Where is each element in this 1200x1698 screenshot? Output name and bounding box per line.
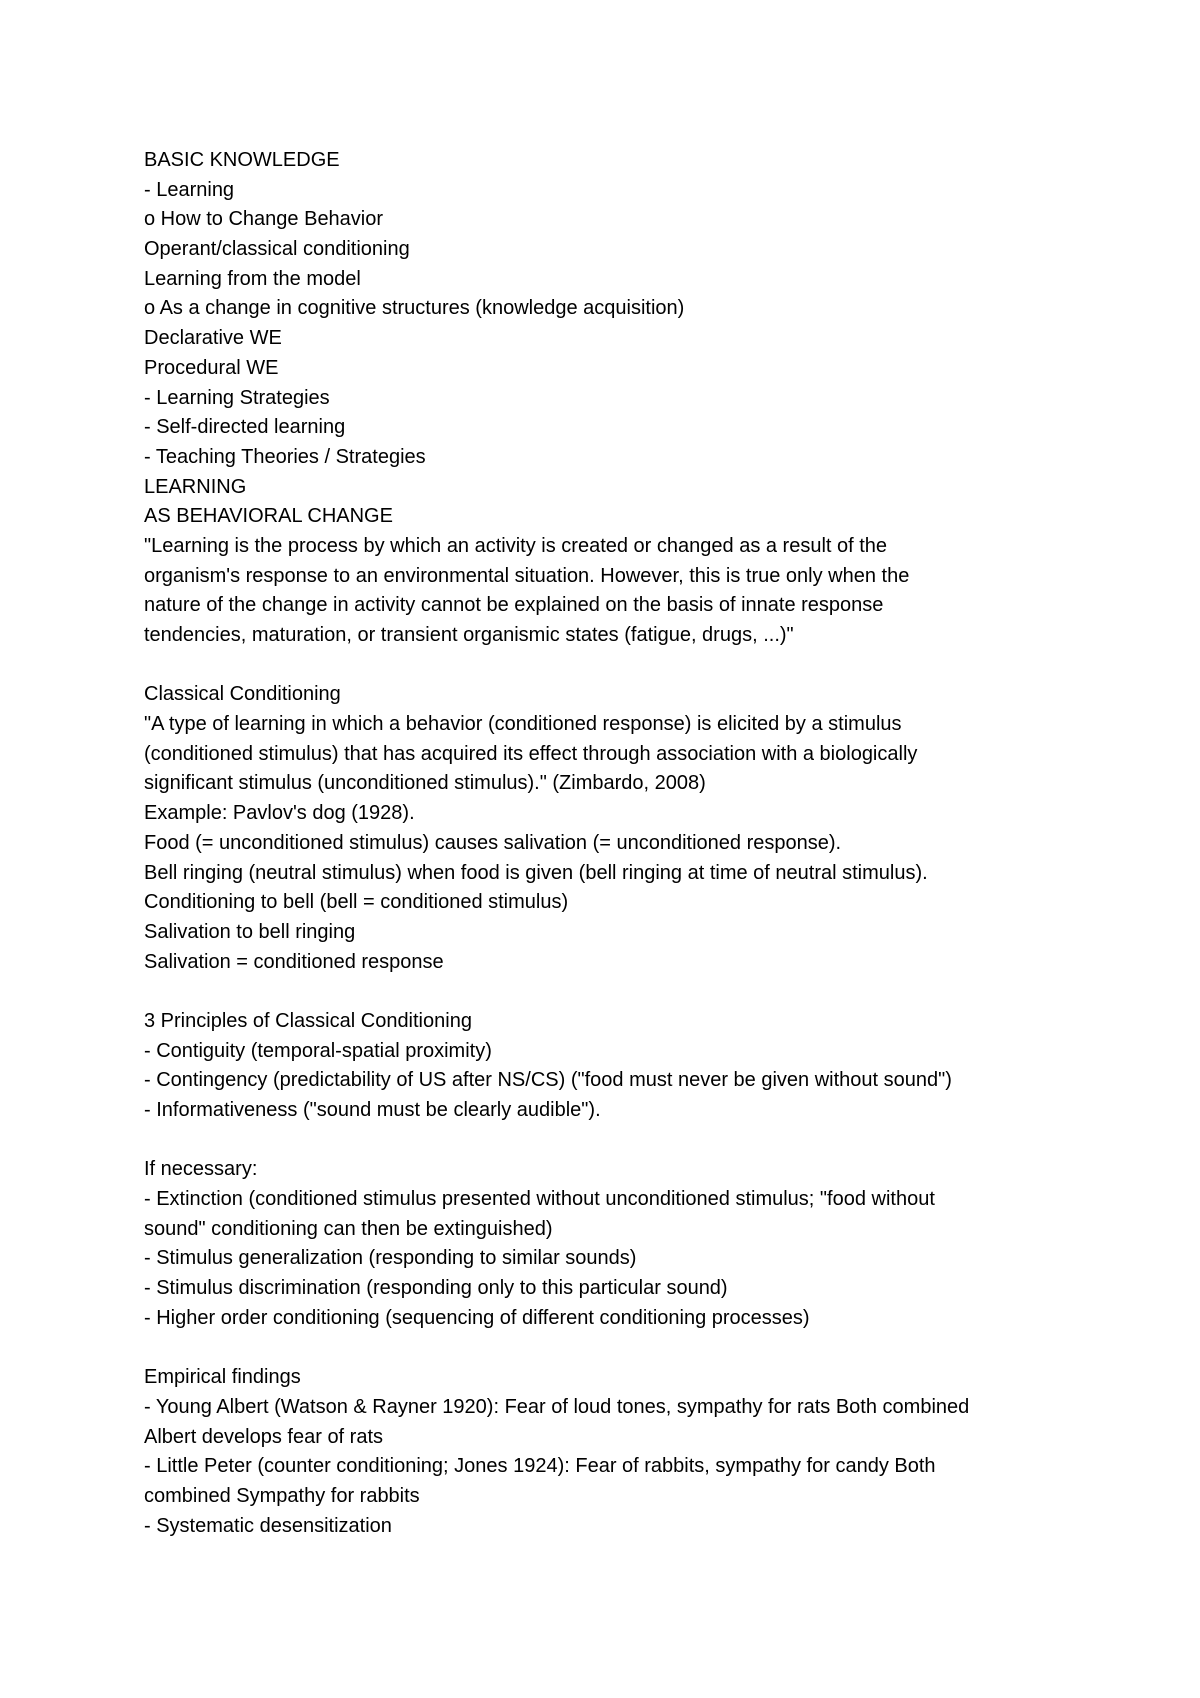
paragraph-line: tendencies, maturation, or transient organismic states (fatigue, drugs, ...)" <box>144 624 794 646</box>
paragraph-line: Bell ringing (neutral stimulus) when food is given (bell ringing at time of neutral stimulus). <box>144 861 928 884</box>
paragraph-line: "A type of learning in which a behavior (conditioned response) is elicited by a stimulus <box>144 713 902 736</box>
paragraph-line: organism's response to an environmental situation. However, this is true only when the <box>144 564 910 587</box>
paragraph-line: significant stimulus (unconditioned stimulus)." (Zimbardo, 2008) <box>144 772 706 795</box>
list-item: - Stimulus generalization (responding to similar sounds) <box>144 1247 637 1270</box>
paragraph-line: nature of the change in activity cannot be explained on the basis of innate response <box>144 594 884 617</box>
heading-learning: LEARNING <box>144 475 247 498</box>
list-item: Procedural WE <box>144 356 279 379</box>
paragraph-line: Food (= unconditioned stimulus) causes salivation (= unconditioned response). <box>144 831 842 854</box>
paragraph-line: Conditioning to bell (bell = conditioned stimulus) <box>144 891 569 914</box>
list-item: combined Sympathy for rabbits <box>144 1484 420 1507</box>
document-body <box>144 146 1074 1541</box>
list-item: - Informativeness ("sound must be clearly audible"). <box>144 1099 601 1121</box>
list-item: Albert develops fear of rats <box>144 1425 384 1448</box>
list-item: - Extinction (conditioned stimulus presented without unconditioned stimulus; "food without <box>144 1188 935 1211</box>
list-item: - Learning <box>144 178 235 201</box>
list-item: Declarative WE <box>144 327 282 350</box>
list-item: - Teaching Theories / Strategies <box>144 445 426 468</box>
list-item: - Higher order conditioning (sequencing of different conditioning processes) <box>144 1306 810 1329</box>
list-item: - Systematic desensitization <box>144 1514 392 1537</box>
blank-line <box>144 1334 1074 1364</box>
list-item: - Stimulus discrimination (responding only to this particular sound) <box>144 1277 728 1300</box>
list-item: - Little Peter (counter conditioning; Jones 1924): Fear of rabbits, sympathy for candy Both <box>144 1455 936 1478</box>
list-item: - Contingency (predictability of US after NS/CS) ("food must never be given without sound") <box>144 1069 952 1092</box>
paragraph-line: Example: Pavlov's dog (1928). <box>144 802 415 825</box>
list-item: - Self-directed learning <box>144 416 346 439</box>
paragraph-line: "Learning is the process by which an activity is created or changed as a result of the <box>144 534 888 557</box>
paragraph-line: (conditioned stimulus) that has acquired its effect through association with a biologically <box>144 742 918 765</box>
list-item: o As a change in cognitive structures (knowledge acquisition) <box>144 297 685 320</box>
list-item: o How to Change Behavior <box>144 208 384 231</box>
heading-behavioral-change: AS BEHAVIORAL CHANGE <box>144 505 393 528</box>
list-item: - Young Albert (Watson & Rayner 1920): Fear of loud tones, sympathy for rats Both combined <box>144 1395 970 1418</box>
heading-empirical-findings: Empirical findings <box>144 1366 301 1389</box>
paragraph-line: Salivation = conditioned response <box>144 950 444 973</box>
paragraph-line: Salivation to bell ringing <box>144 920 356 943</box>
list-item: - Learning Strategies <box>144 386 330 409</box>
blank-line <box>144 977 1074 1007</box>
list-item: Learning from the model <box>144 267 361 290</box>
list-item: sound" conditioning can then be extinguished) <box>144 1217 553 1240</box>
heading-if-necessary: If necessary: <box>144 1158 258 1181</box>
blank-line <box>144 651 1074 681</box>
list-item: - Contiguity (temporal-spatial proximity) <box>144 1039 492 1062</box>
list-item: Operant/classical conditioning <box>144 238 410 261</box>
heading-basic-knowledge: BASIC KNOWLEDGE <box>144 149 340 171</box>
blank-line <box>144 1126 1074 1156</box>
heading-classical-conditioning: Classical Conditioning <box>144 683 341 706</box>
heading-principles: 3 Principles of Classical Conditioning <box>144 1009 472 1032</box>
